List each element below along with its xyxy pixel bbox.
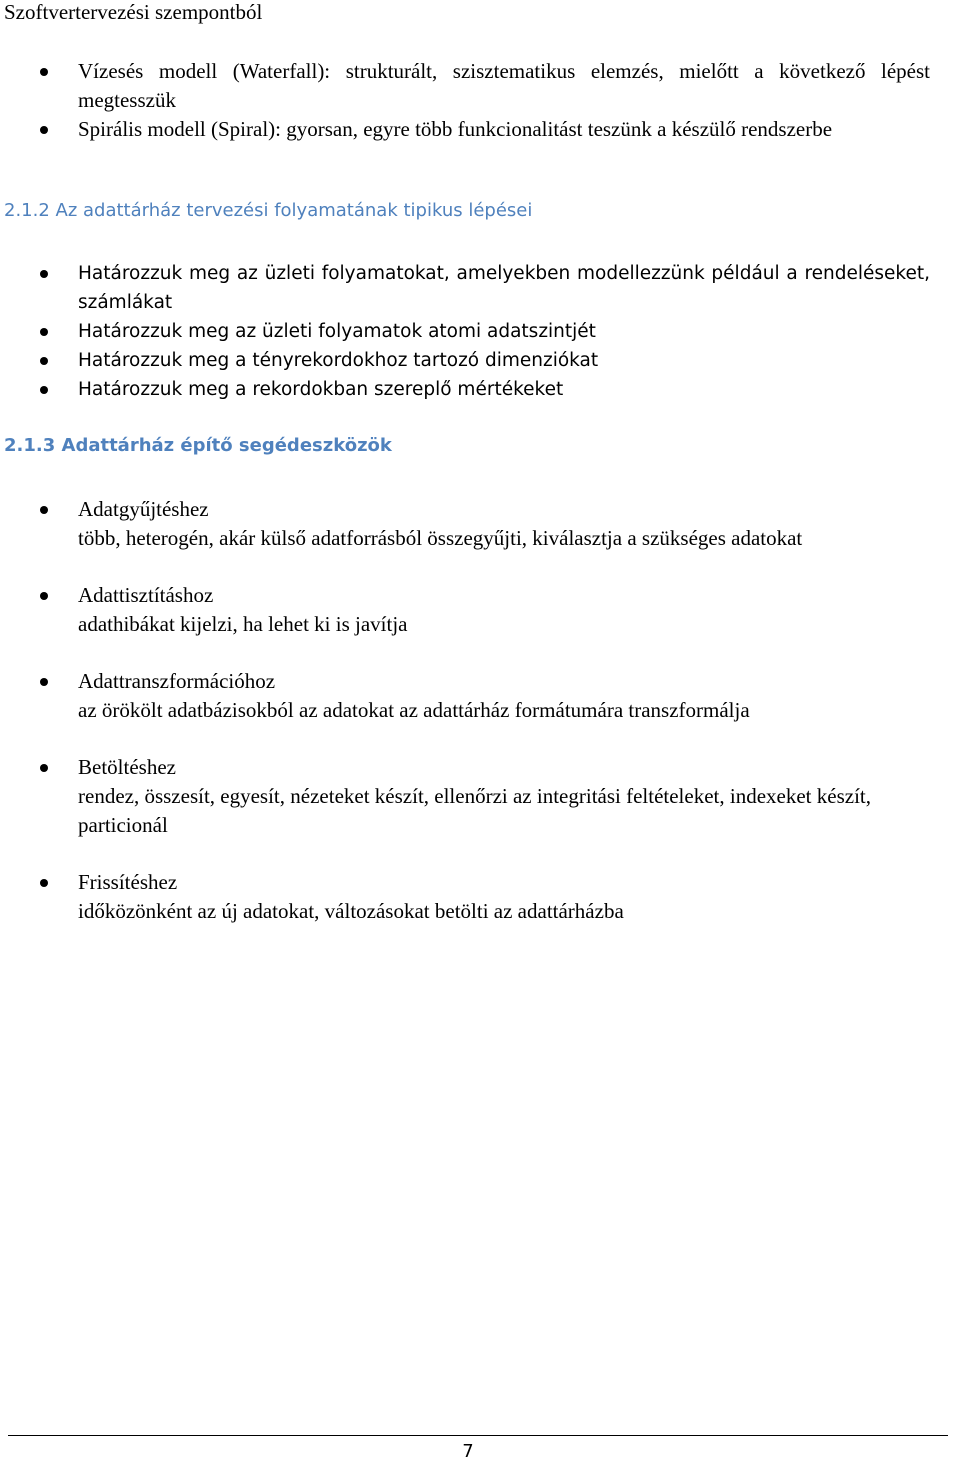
tool-title: Betöltéshez (78, 755, 176, 779)
tool-title: Adattranszformációhoz (78, 669, 276, 693)
list-item: Vízesés modell (Waterfall): strukturált, szisztematikus elemzés, mielőtt a következő lépést megtesszük (0, 57, 930, 115)
methodology-list (0, 57, 930, 144)
tool-description: az örökölt adatbázisokból az adatokat az adattárház formátumára transzformálja (78, 698, 750, 722)
page-header-title: Szoftvertervezési szempontból (4, 0, 263, 24)
tools-list (0, 495, 930, 954)
list-item: Határozzuk meg a rekordokban szereplő mértékeket (0, 375, 930, 404)
list-item: Határozzuk meg az üzleti folyamatok atomi adatszintjét (0, 317, 930, 346)
section-heading: 2.1.3 Adattárház építő segédeszközök (4, 435, 392, 456)
list-item: Spirális modell (Spiral): gyorsan, egyre több funkcionalitást teszünk a készülő rendszerbe (0, 115, 930, 144)
tool-description: időközönként az új adatokat, változásokat betölti az adattárházba (78, 899, 624, 923)
tool-title: Adattisztításhoz (78, 583, 214, 607)
tool-title: Frissítéshez (78, 870, 178, 894)
list-item (0, 868, 930, 926)
list-item: Határozzuk meg az üzleti folyamatokat, amelyekben modellezzünk például a rendeléseket, számlákat (0, 259, 930, 317)
list-item (0, 581, 930, 639)
list-item (0, 667, 930, 725)
list-item: Határozzuk meg a tényrekordokhoz tartozó dimenziókat (0, 346, 930, 375)
tool-description: adathibákat kijelzi, ha lehet ki is javítja (78, 612, 408, 636)
footer-divider (8, 1435, 948, 1436)
tool-description: több, heterogén, akár külső adatforrásból összegyűjti, kiválasztja a szükséges adatokat (78, 526, 803, 550)
tool-title: Adatgyűjtéshez (78, 497, 209, 521)
page-number: 7 (462, 1441, 474, 1462)
list-item (0, 753, 930, 840)
design-steps-list (0, 259, 930, 404)
list-item (0, 495, 930, 553)
tool-description: rendez, összesít, egyesít, nézeteket készít, ellenőrzi az integritási feltételeket, indexeket készít, particionál (78, 784, 871, 837)
section-heading: 2.1.2 Az adattárház tervezési folyamatának tipikus lépései (4, 200, 533, 221)
